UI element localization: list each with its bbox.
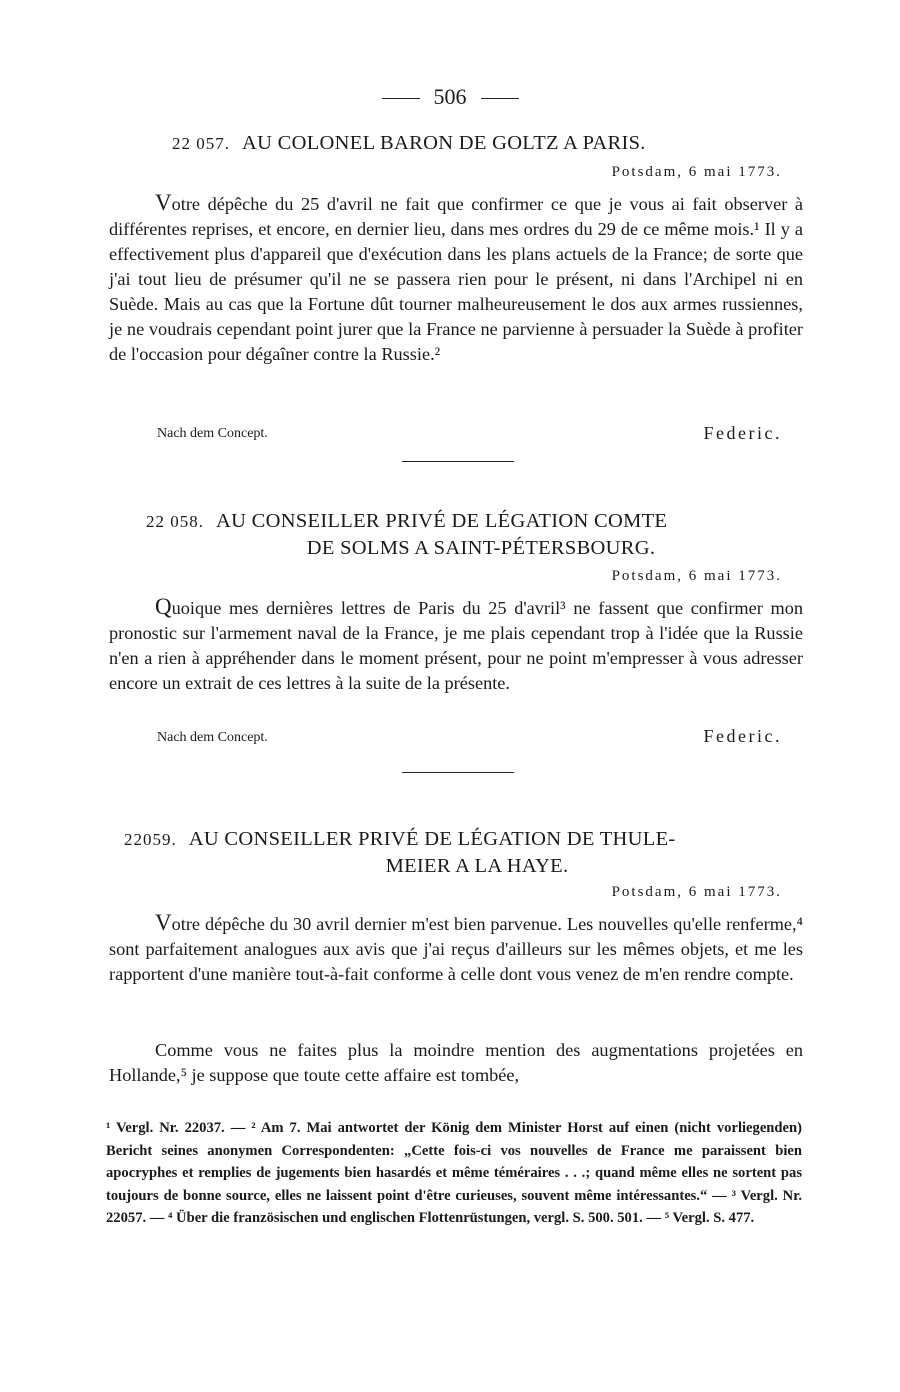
divider bbox=[382, 98, 420, 99]
footnotes: ¹ Vergl. Nr. 22037. — ² Am 7. Mai antwortet der König dem Minister Horst auf einen (nicht vorliegenden) Bericht seines anonymen Correspondenten: „Cette fois-ci vos nouvelles de France me paraissent bien apocryphes et remplies de jugements bien hasardés et même téméraires . . .; quand même elles ne sortent pas toujours de bonne source, elles ne laissent point d'être curieuses, souvent même intéressantes.“ — ³ Vergl. Nr. 22057. — ⁴ Über die französischen und englischen Flottenrüstungen, vergl. S. 500. 501. — ⁵ Vergl. S. 477. bbox=[106, 1120, 802, 1227]
letter-title: AU CONSEILLER PRIVÉ DE LÉGATION DE THULE- bbox=[188, 828, 676, 850]
letter-number: 22 058. bbox=[146, 512, 204, 531]
section-divider bbox=[402, 461, 514, 462]
dateline: Potsdam, 6 mai 1773. bbox=[611, 164, 782, 180]
signature: Federic. bbox=[703, 423, 782, 443]
letter-body bbox=[109, 910, 803, 987]
divider bbox=[481, 98, 519, 99]
page-number: 506 bbox=[433, 84, 467, 109]
source-note: Nach dem Concept. bbox=[157, 730, 268, 745]
letter-title-continued: DE SOLMS A SAINT-PÉTERSBOURG. bbox=[306, 537, 656, 559]
page-number-line bbox=[0, 84, 900, 110]
letter-title: AU COLONEL BARON DE GOLTZ A PARIS. bbox=[242, 132, 646, 154]
section-divider bbox=[402, 772, 514, 773]
letter-text: uoique mes dernières lettres de Paris du 25 d'avril³ ne fassent que confirmer mon pronostic sur l'armement naval de la France, je me plais cependant trop à l'idée que la Russie n'en a rien à appréhender dans le moment présent, pour ne point m'empresser à vous adresser encore un extrait de ces lettres à la suite de la présente. bbox=[109, 598, 803, 693]
letter-body bbox=[109, 190, 803, 367]
drop-cap: Q bbox=[155, 594, 172, 619]
letter-text: otre dépêche du 30 avril dernier m'est bien parvenue. Les nouvelles qu'elle renferme,⁴ sont parfaitement analogues aux avis que j'ai reçus d'ailleurs sur les mêmes objets, et me les rapportent d'une manière tout-à-fait conforme à celle dont vous venez de m'en rendre compte. bbox=[109, 914, 803, 984]
drop-cap: V bbox=[155, 190, 172, 215]
dateline: Potsdam, 6 mai 1773. bbox=[611, 568, 782, 584]
letter-heading bbox=[110, 130, 800, 157]
letter-heading bbox=[110, 508, 800, 561]
letter-title: AU CONSEILLER PRIVÉ DE LÉGATION COMTE bbox=[216, 510, 668, 532]
letter-body-continued: Comme vous ne faites plus la moindre mention des augmentations projetées en Hollande,⁵ je suppose que toute cette affaire est tombée, bbox=[109, 1040, 803, 1085]
letter-text: otre dépêche du 25 d'avril ne fait que confirmer ce que je vous ai fait observer à différentes reprises, et encore, en dernier lieu, dans mes ordres du 29 de ce même mois.¹ Il y a effectivement plus d'appareil que d'exécution dans les plans actuels de la France; de sorte que j'ai tout lieu de présumer qu'il ne se passera rien pour le présent, ni dans l'Archipel ni en Suède. Mais au cas que la Fortune dût tourner malheureusement le dos aux armes russiennes, je ne voudrais cependant point jurer que la France ne parvienne à persuader la Suède à profiter de l'occasion pour dégaîner contre la Russie.² bbox=[109, 194, 803, 364]
source-note: Nach dem Concept. bbox=[157, 426, 268, 441]
dateline: Potsdam, 6 mai 1773. bbox=[611, 884, 782, 900]
letter-heading bbox=[110, 826, 800, 879]
letter-number: 22059. bbox=[124, 830, 177, 849]
letter-number: 22 057. bbox=[172, 134, 230, 153]
letter-title-continued: MEIER A LA HAYE. bbox=[385, 855, 569, 877]
drop-cap: V bbox=[155, 910, 172, 935]
letter-body bbox=[109, 594, 803, 696]
signature: Federic. bbox=[703, 726, 782, 746]
